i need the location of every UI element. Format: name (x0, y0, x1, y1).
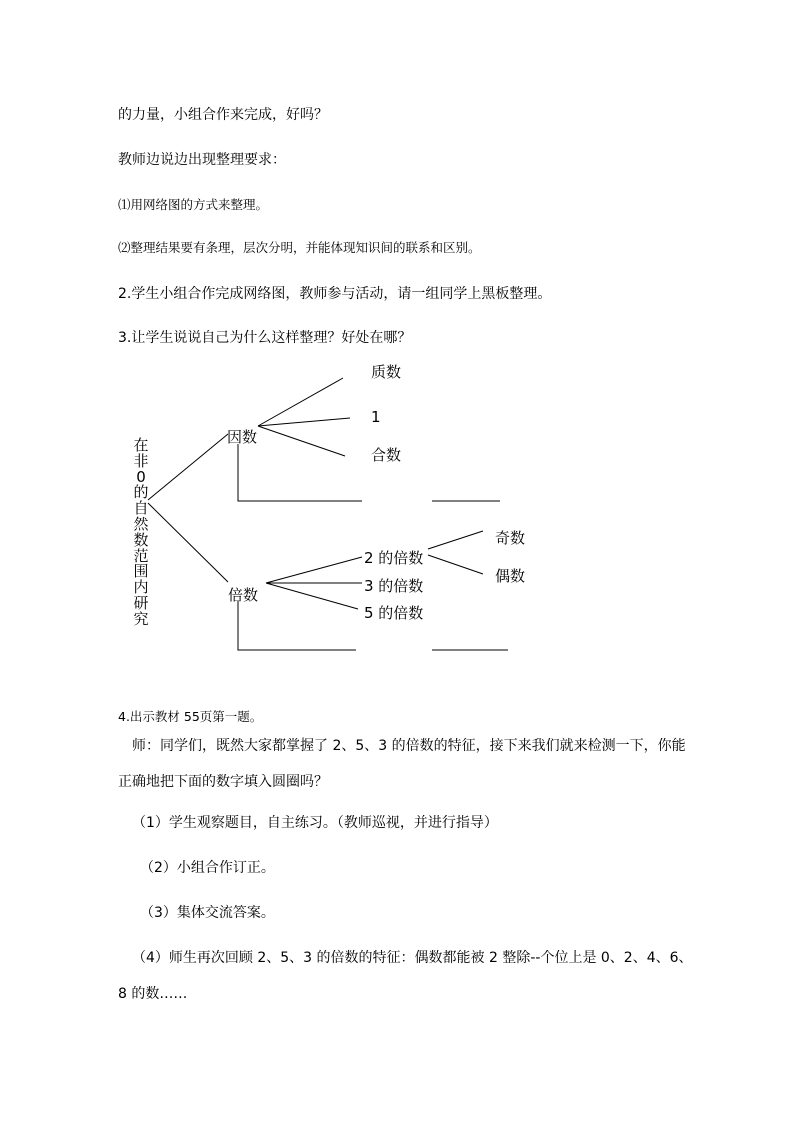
edge-factor-prime (258, 378, 343, 426)
diagram-composite-label: 合数 (371, 446, 402, 464)
text-paragraph: ⑵整理结果要有条理，层次分明，并能体现知识间的联系和区别。 (118, 240, 481, 255)
diagram-mult3-label: 3 的倍数 (364, 577, 424, 595)
edge-multiple-5 (266, 583, 358, 609)
factor-bracket (238, 444, 362, 501)
text-paragraph: ⑴用网络图的方式来整理。 (118, 197, 269, 212)
edge-factor-composite (258, 426, 345, 456)
edge-multiple-2 (266, 557, 362, 583)
edge-root-factor (148, 434, 228, 500)
diagram-root-label: 在非0的自然数范围内研究 (133, 436, 149, 628)
diagram-factor-label: 因数 (227, 428, 258, 446)
text-paragraph: 3.让学生说说自己为什么这样整理？好处在哪？ (118, 330, 412, 346)
diagram-one-label: 1 (371, 408, 381, 426)
edge-root-multiple (148, 503, 228, 582)
diagram-multiple-label: 倍数 (228, 586, 259, 604)
diagram-mult5-label: 5 的倍数 (364, 604, 424, 622)
text-paragraph: （2）小组合作订正。 (140, 860, 275, 876)
diagram-even-label: 偶数 (495, 567, 526, 585)
text-paragraph: （4）师生再次回顾 2、5、3 的倍数的特征：偶数都能被 2 整除--个位上是 0、2、4、6、8 的数…… (118, 950, 693, 1002)
text-paragraph: 2.学生小组合作完成网络图，教师参与活动，请一组同学上黑板整理。 (118, 286, 552, 302)
edge-2-odd (428, 531, 483, 549)
diagram-mult2-label: 2 的倍数 (364, 549, 424, 567)
edge-factor-one (258, 418, 350, 426)
text-paragraph: 的力量，小组合作来完成，好吗？ (118, 107, 328, 123)
text-paragraph: 师：同学们，既然大家都掌握了 2、5、3 的倍数的特征，接下来我们就来检测一下，你能正确地把下面的数字填入圆圈吗？ (118, 738, 686, 790)
text-paragraph: （1）学生观察题目，自主练习。（教师巡视，并进行指导） (132, 815, 498, 831)
text-paragraph: 教师边说边出现整理要求： (118, 152, 286, 168)
diagram-odd-label: 奇数 (495, 529, 526, 547)
multiple-bracket (238, 601, 356, 650)
diagram-prime-label: 质数 (371, 363, 402, 381)
edge-2-even (428, 555, 483, 574)
text-paragraph: （3）集体交流答案。 (140, 905, 275, 921)
text-paragraph: 4.出示教材 55页第一题。 (118, 709, 263, 724)
